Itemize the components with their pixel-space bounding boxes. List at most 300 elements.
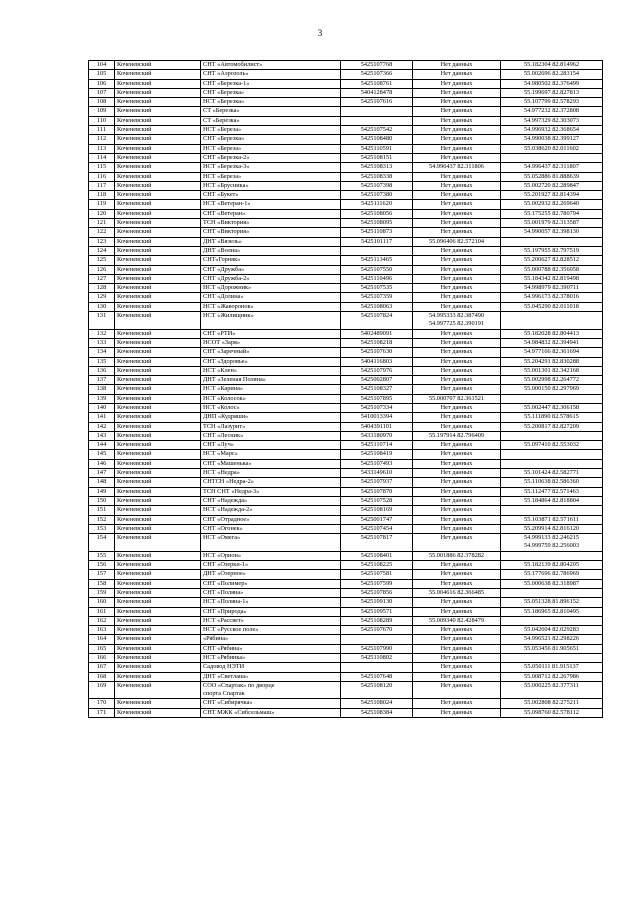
inn-cell: 5425107870 [341,487,413,496]
inn-cell: 5425108384 [341,708,413,717]
district-cell: Коченевский [115,312,201,330]
district-cell: Коченевский [115,413,201,422]
district-cell: Коченевский [115,135,201,144]
coordinates-cell-2: 55.197955 82.797519 [501,246,603,255]
inn-cell: 5425107895 [341,394,413,403]
coordinates-cell-1: Нет данных [413,570,501,579]
inn-cell: 5425107493 [341,459,413,468]
table-row [89,422,603,431]
district-cell: Коченевский [115,403,201,412]
table-row [89,70,603,79]
row-number: 146 [89,459,115,468]
coordinates-cell-1: Нет данных [413,626,501,635]
coordinates-cell-1: 55.001886 82.378282 [413,551,501,560]
coordinates-cell-2: 54.996173 82.378016 [501,293,603,302]
table-row [89,293,603,302]
table-row [89,441,603,450]
row-number: 167 [89,663,115,672]
coordinates-cell-1: Нет данных [413,126,501,135]
organization-name-cell: СНТ «Машенька» [201,459,341,468]
row-number: 144 [89,441,115,450]
coordinates-cell-1: Нет данных [413,708,501,717]
inn-cell: 5425108095 [341,219,413,228]
organization-name-cell: НСТ «Надежда-2» [201,506,341,515]
coordinates-cell-2: 55.050111 81.915137 [501,663,603,672]
organization-name-cell: СНТ «Дружба» [201,265,341,274]
row-number: 170 [89,699,115,708]
row-number: 165 [89,644,115,653]
inn-cell: 5425109130 [341,598,413,607]
coordinates-cell-2: 55.000225 82.377311 [501,681,603,699]
inn-cell: 5433180970 [341,431,413,440]
table-row [89,699,603,708]
table-row [89,708,603,717]
coordinates-cell-2: 54.996521 82.298226 [501,635,603,644]
organization-name-cell: СНТ «Лесник» [201,431,341,440]
coordinates-cell-2 [501,312,603,330]
organization-name-cell: СНТ «Поляна» [201,588,341,597]
coordinates-cell-2: 55.107799 82.578293 [501,98,603,107]
row-number: 128 [89,284,115,293]
coordinates-cell-1: Нет данных [413,403,501,412]
row-number: 110 [89,116,115,125]
organization-name-cell: ТСН «Лазурит» [201,422,341,431]
coordinates-cell-2 [501,450,603,459]
organization-name-cell: НСТ «Карина» [201,385,341,394]
coordinates-cell-1: Нет данных [413,357,501,366]
coordinates-cell-1: Нет данных [413,256,501,265]
coordinates-cell-1: 54.996437 82.311806 [413,163,501,172]
row-number: 122 [89,228,115,237]
district-cell: Коченевский [115,237,201,246]
organization-name-cell: СНТ «Аэрозоль» [201,70,341,79]
row-number: 141 [89,413,115,422]
coordinates-cell-2: 55.002932 82.269640 [501,200,603,209]
table-row [89,265,603,274]
district-cell: Коченевский [115,431,201,440]
table-row [89,534,603,552]
table-row [89,329,603,338]
coordinates-cell-2: 54.999133 82.246215 54.999759 82.256003 [501,534,603,552]
coordinates-cell-2: 54.996932 82.368654 [501,126,603,135]
coordinates-cell-1: Нет данных [413,663,501,672]
table-row [89,116,603,125]
coordinates-cell-1: Нет данных [413,496,501,505]
district-cell: Коченевский [115,284,201,293]
inn-cell: 5425108024 [341,699,413,708]
district-cell: Коченевский [115,450,201,459]
row-number: 138 [89,385,115,394]
coordinates-cell-2 [501,654,603,663]
coordinates-cell-1: Нет данных [413,607,501,616]
district-cell: Коченевский [115,496,201,505]
row-number: 161 [89,607,115,616]
table-row [89,403,603,412]
coordinates-cell-1: Нет данных [413,579,501,588]
district-cell: Коченевский [115,588,201,597]
row-number: 106 [89,79,115,88]
inn-cell: 5425107535 [341,284,413,293]
inn-cell: 5425002807 [341,376,413,385]
inn-cell: 5425110496 [341,274,413,283]
row-number: 111 [89,126,115,135]
organization-name-cell: СНТ «Луч» [201,441,341,450]
coordinates-cell-2: 55.002808 82.275211 [501,699,603,708]
row-number: 120 [89,209,115,218]
inn-cell: 5425110802 [341,654,413,663]
coordinates-cell-2 [501,459,603,468]
coordinates-cell-1: Нет данных [413,506,501,515]
table-row [89,626,603,635]
organization-name-cell: СНТ «Сибирячка» [201,699,341,708]
inn-cell: 5425101117 [341,237,413,246]
table-row [89,663,603,672]
coordinates-cell-1: Нет данных [413,635,501,644]
organization-name-cell: СНТ «Природа» [201,607,341,616]
coordinates-cell-2: 55.209914 82.816120 [501,524,603,533]
coordinates-cell-2 [501,588,603,597]
inn-cell: 5425107630 [341,348,413,357]
coordinates-cell-2: 55.200817 82.827209 [501,422,603,431]
inn-cell: 5425108289 [341,616,413,625]
table-row [89,228,603,237]
coordinates-cell-1: Нет данных [413,422,501,431]
page-number: 3 [317,28,323,38]
coordinates-cell-2: 55.008712 82.267986 [501,672,603,681]
coordinates-cell-1: Нет данных [413,135,501,144]
row-number: 132 [89,329,115,338]
inn-cell: 5433149610 [341,469,413,478]
inn-cell: 5425107817 [341,534,413,552]
table-row [89,348,603,357]
row-number: 135 [89,357,115,366]
table-row [89,385,603,394]
district-cell: Коченевский [115,70,201,79]
coordinates-cell-1: Нет данных [413,338,501,347]
table-row [89,506,603,515]
coordinates-cell-1: Нет данных [413,487,501,496]
row-number: 123 [89,237,115,246]
coordinates-cell-1: Нет данных [413,561,501,570]
table-row [89,302,603,311]
row-number: 134 [89,348,115,357]
coordinates-cell-1: Нет данных [413,219,501,228]
inn-cell: 5425111620 [341,200,413,209]
table-row [89,551,603,560]
table-row [89,144,603,153]
organization-name-cell: НСТ «Орион» [201,551,341,560]
inn-cell [341,663,413,672]
coordinates-cell-1: Нет данных [413,61,501,70]
row-number: 154 [89,534,115,552]
table-row [89,496,603,505]
row-number: 155 [89,551,115,560]
inn-cell: 5404128478 [341,88,413,97]
coordinates-cell-1: Нет данных [413,654,501,663]
registry-table [88,60,603,718]
table-row [89,588,603,597]
coordinates-cell-1: 55.009340 82.428479 [413,616,501,625]
district-cell: Коченевский [115,181,201,190]
coordinates-cell-2: 55.110638 82.586360 [501,478,603,487]
coordinates-cell-2: 55.097410 82.553032 [501,441,603,450]
coordinates-cell-2: 55.002447 82.306158 [501,403,603,412]
organization-name-cell: ТСН СНТ «Недра-3» [201,487,341,496]
inn-cell: 5425107380 [341,191,413,200]
coordinates-cell-1: Нет данных [413,672,501,681]
row-number: 117 [89,181,115,190]
district-cell: Коченевский [115,561,201,570]
coordinates-cell-1: Нет данных [413,172,501,181]
district-cell: Коченевский [115,551,201,560]
coordinates-cell-2: 55.199697 82.827813 [501,88,603,97]
row-number: 140 [89,403,115,412]
coordinates-cell-2: 54.998979 82.390711 [501,284,603,293]
district-cell: Коченевский [115,672,201,681]
coordinates-cell-2: 55.000150 82.297969 [501,385,603,394]
district-cell: Коченевский [115,256,201,265]
inn-cell: 5425108761 [341,79,413,88]
organization-name-cell: СНТ «Рябина» [201,644,341,653]
coordinates-cell-1: Нет данных [413,265,501,274]
organization-name-cell: НСТ «Береза» [201,144,341,153]
organization-name-cell: СНТ «Букет» [201,191,341,200]
coordinates-cell-1: Нет данных [413,644,501,653]
row-number: 143 [89,431,115,440]
coordinates-cell-2: 55.001979 82.313587 [501,219,603,228]
district-cell: Коченевский [115,635,201,644]
row-number: 163 [89,626,115,635]
inn-cell: 5425107990 [341,644,413,653]
district-cell: Коченевский [115,338,201,347]
coordinates-cell-2: 55.002998 82.264772 [501,376,603,385]
coordinates-cell-1: Нет данных [413,524,501,533]
inn-cell: 5425108151 [341,153,413,162]
organization-name-cell: СНТ «Ветеран» [201,209,341,218]
table-row [89,172,603,181]
table-row [89,191,603,200]
coordinates-cell-1: Нет данных [413,144,501,153]
district-cell: Коченевский [115,598,201,607]
organization-name-cell: СНТСН «Недра-2» [201,478,341,487]
district-cell: Коченевский [115,144,201,153]
district-cell: Коченевский [115,607,201,616]
coordinates-cell-2: 55.182304 82.814962 [501,61,603,70]
organization-name-cell: НСТ «Омега» [201,534,341,552]
row-number: 131 [89,312,115,330]
coordinates-cell-2: 55.001301 82.342168 [501,366,603,375]
district-cell: Коченевский [115,469,201,478]
organization-name-cell: СНТ«Горняк» [201,256,341,265]
table-row [89,246,603,255]
table-row [89,598,603,607]
district-cell: Коченевский [115,153,201,162]
organization-name-cell: СНТ «Березка» [201,135,341,144]
table-row [89,487,603,496]
coordinates-cell-2 [501,616,603,625]
coordinates-cell-2: 55.204291 82.830288 [501,357,603,366]
inn-cell: 5410013394 [341,413,413,422]
organization-name-cell: ДНТ «Волна» [201,246,341,255]
organization-name-cell: ДНТ «Озерное» [201,570,341,579]
coordinates-cell-1: Нет данных [413,515,501,524]
organization-name-cell: ДНТ «Светлана» [201,672,341,681]
organization-name-cell: НСТ «Русское поле» [201,626,341,635]
inn-cell: 5425108419 [341,450,413,459]
inn-cell: 5425113465 [341,256,413,265]
inn-cell: 5425108313 [341,163,413,172]
table-row [89,478,603,487]
district-cell: Коченевский [115,246,201,255]
organization-name-cell: НСТ «Рассвет» [201,616,341,625]
organization-name-cell: СОО «Спартак» по дворце спорта Спартак [201,681,341,699]
organization-name-cell: Садовод НЭТИ [201,663,341,672]
coordinates-cell-1: Нет данных [413,79,501,88]
inn-cell: 5404116803 [341,357,413,366]
row-number: 171 [89,708,115,717]
organization-name-cell: НСТ «Березка» [201,98,341,107]
coordinates-cell-1: 55.004616 82.366485 [413,588,501,597]
organization-name-cell: СНТ «Автомобилист» [201,61,341,70]
table-row [89,98,603,107]
table-row [89,135,603,144]
inn-cell [341,107,413,116]
district-cell: Коченевский [115,329,201,338]
table-row [89,672,603,681]
district-cell: Коченевский [115,663,201,672]
coordinates-cell-1: 55.197914 82.796409 [413,431,501,440]
inn-cell: 5425109571 [341,607,413,616]
registry-table-body [89,61,603,718]
row-number: 121 [89,219,115,228]
organization-name-cell: СНТ «Заречный» [201,348,341,357]
coordinates-cell-1: Нет данных [413,478,501,487]
coordinates-cell-2: 55.000788 82.356058 [501,265,603,274]
row-number: 113 [89,144,115,153]
coordinates-cell-1: Нет данных [413,329,501,338]
row-number: 118 [89,191,115,200]
inn-cell: 5425108120 [341,681,413,699]
organization-name-cell: СНТ «Огонек» [201,524,341,533]
coordinates-cell-1: Нет данных [413,699,501,708]
table-row [89,459,603,468]
table-row [89,312,603,330]
table-row [89,126,603,135]
table-row [89,61,603,70]
coordinates-cell-2: 54.997329 82.303073 [501,116,603,125]
row-number: 108 [89,98,115,107]
table-row [89,209,603,218]
row-number: 115 [89,163,115,172]
coordinates-cell-2: 55.201927 82.814394 [501,191,603,200]
coordinates-cell-2: 54.977166 82.361694 [501,348,603,357]
coordinates-cell-2: 54.984832 82.394941 [501,338,603,347]
row-number: 149 [89,487,115,496]
coordinates-cell-1: Нет данных [413,385,501,394]
table-row [89,107,603,116]
district-cell: Коченевский [115,570,201,579]
inn-cell: 5425107768 [341,61,413,70]
coordinates-cell-2: 55.042604 82.029283 [501,626,603,635]
organization-name-cell: СНТ «Виктория» [201,228,341,237]
inn-cell: 5425107398 [341,181,413,190]
coordinates-cell-2: 55.186965 82.810495 [501,607,603,616]
coordinates-cell-2: 55.000638 82.318987 [501,579,603,588]
row-number: 104 [89,61,115,70]
coordinates-cell-2: 55.177696 82.786969 [501,570,603,579]
coordinates-cell-1: Нет данных [413,181,501,190]
coordinates-cell-1: Нет данных [413,228,501,237]
organization-name-cell: НСТ «Поляна-1» [201,598,341,607]
organization-name-cell: СНТ «Полимер» [201,579,341,588]
district-cell: Коченевский [115,209,201,218]
organization-name-cell: НСТ «Рябинка» [201,654,341,663]
organization-name-cell: СНТ «Березка» [201,88,341,97]
table-row [89,681,603,699]
district-cell: Коченевский [115,506,201,515]
organization-name-cell: НСТ «Березка-3» [201,163,341,172]
table-row [89,561,603,570]
inn-cell: 5425110873 [341,228,413,237]
district-cell: Коченевский [115,357,201,366]
inn-cell: 5425107334 [341,403,413,412]
district-cell: Коченевский [115,348,201,357]
coordinates-cell-2: 55.184864 82.818804 [501,496,603,505]
district-cell: Коченевский [115,172,201,181]
coordinates-cell-2: 54.977232 82.372808 [501,107,603,116]
row-number: 109 [89,107,115,116]
coordinates-cell-2: 54.996437 82.311807 [501,163,603,172]
district-cell: Коченевский [115,163,201,172]
inn-cell: 5425108338 [341,172,413,181]
inn-cell: 5425110591 [341,144,413,153]
coordinates-cell-1: Нет данных [413,246,501,255]
organization-name-cell: СНТ «Березка-2» [201,153,341,162]
coordinates-cell-1: Нет данных [413,441,501,450]
coordinates-cell-1: Нет данных [413,98,501,107]
district-cell: Коченевский [115,79,201,88]
organization-name-cell: НСТ «Клен» [201,366,341,375]
table-row [89,274,603,283]
table-row [89,376,603,385]
coordinates-cell-2 [501,551,603,560]
row-number: 162 [89,616,115,625]
row-number: 114 [89,153,115,162]
organization-name-cell: СНТ МЖК «Сибсельмаш» [201,708,341,717]
inn-cell [341,635,413,644]
table-row [89,644,603,653]
inn-cell: 5425107581 [341,570,413,579]
district-cell: Коченевский [115,681,201,699]
coordinates-cell-1: Нет данных [413,302,501,311]
coordinates-cell-1: 54.995333 82.387490 54.997725 82.390191 [413,312,501,330]
coordinates-cell-2 [501,153,603,162]
table-row [89,654,603,663]
table-row [89,256,603,265]
coordinates-cell-1: 55.096406 82.572104 [413,237,501,246]
coordinates-cell-2: 55.002720 82.289847 [501,181,603,190]
table-row [89,616,603,625]
district-cell: Коченевский [115,88,201,97]
organization-name-cell: НСТ «Недра» [201,469,341,478]
table-row [89,635,603,644]
row-number: 142 [89,422,115,431]
coordinates-cell-2: 55.184342 82.819498 [501,274,603,283]
coordinates-cell-2: 55.175255 82.780794 [501,209,603,218]
table-row [89,413,603,422]
district-cell: Коченевский [115,626,201,635]
inn-cell: 5425001747 [341,515,413,524]
